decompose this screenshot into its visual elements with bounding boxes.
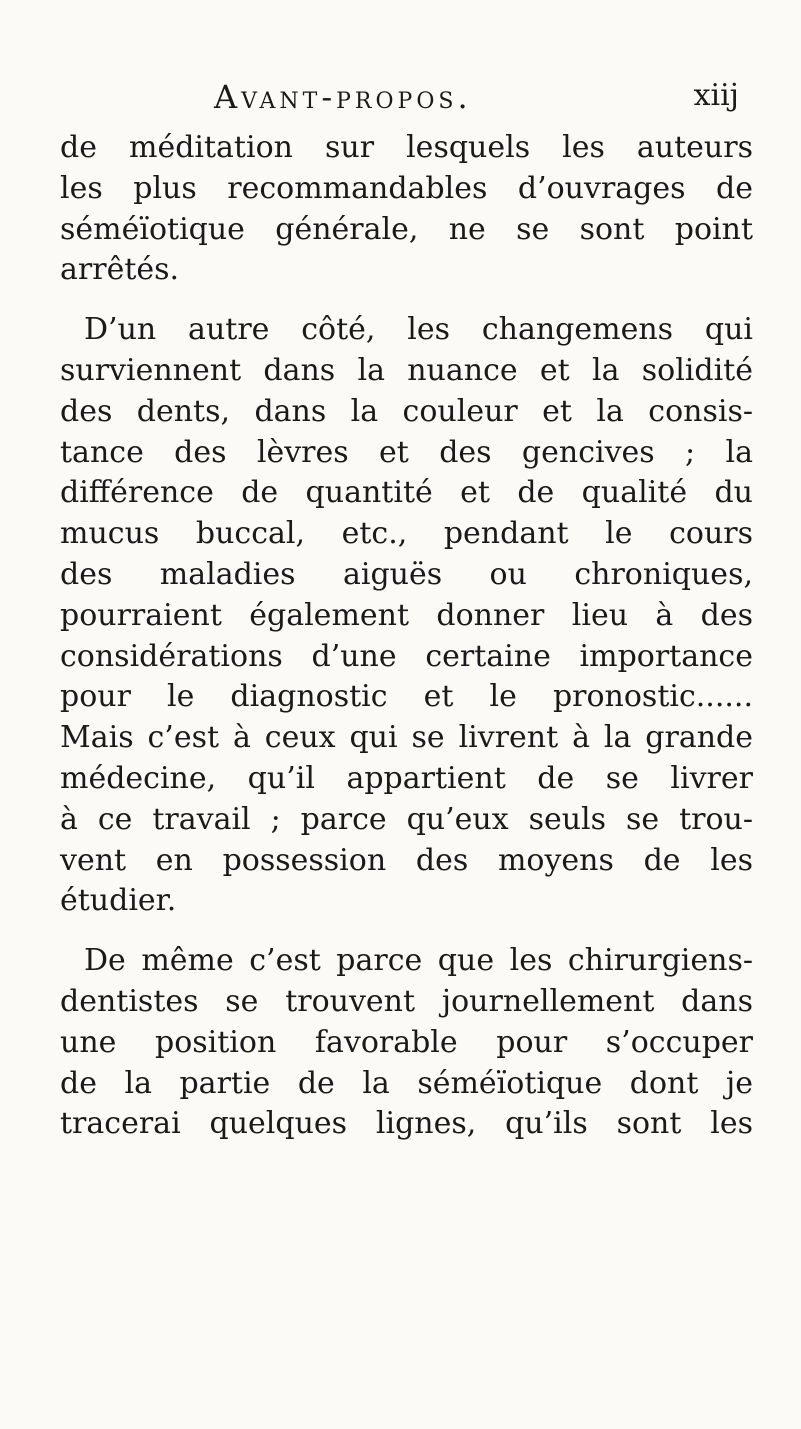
text-line: mucus buccal, etc., pendant le cours	[60, 516, 753, 552]
text-line: de la partie de la séméïotique dont je	[60, 1065, 753, 1101]
text-line: de méditation sur lesquels les auteurs	[60, 130, 753, 165]
text-line: Mais c’est à ceux qui se livrent à la grande	[60, 720, 753, 756]
text-line: arrêtés.	[60, 252, 180, 288]
text-line: De même c’est parce que les chirurgiens-	[84, 943, 753, 979]
text-line: étudier.	[60, 883, 177, 919]
text-line: tance des lèvres et des gencives ; la	[60, 434, 753, 470]
text-line: pourraient également donner lieu à des	[60, 597, 753, 633]
text-line: une position favorable pour s’occuper	[60, 1024, 753, 1060]
text-line: séméïotique générale, ne se sont point	[60, 211, 753, 247]
text-line: des dents, dans la couleur et la consis-	[60, 393, 753, 429]
text-line: vent en possession des moyens de les	[60, 842, 753, 878]
text-line: à ce travail ; parce qu’eux seuls se trou-	[60, 801, 753, 837]
running-head	[60, 70, 753, 128]
paragraph-1	[60, 128, 753, 291]
page-number: xiij	[693, 78, 739, 113]
text-line: pour le diagnostic et le pronostic......	[60, 679, 753, 715]
text-line: dentistes se trouvent journellement dans	[60, 983, 753, 1019]
text-line: des maladies aiguës ou chroniques,	[60, 556, 753, 592]
paragraph-2	[60, 310, 753, 922]
text-line: les plus recommandables d’ouvrages de	[60, 170, 753, 206]
text-line: surviennent dans la nuance et la solidité	[60, 352, 753, 388]
text-line: tracerai quelques lignes, qu’ils sont les	[60, 1106, 753, 1142]
text-line: D’un autre côté, les changemens qui	[84, 312, 753, 348]
paragraph-3	[60, 941, 753, 1145]
text-line: médecine, qu’il appartient de se livrer	[60, 760, 753, 796]
text-line: différence de quantité et de qualité du	[60, 475, 753, 511]
running-title: Avant-propos.	[214, 78, 472, 116]
text-line: considérations d’une certaine importance	[60, 638, 753, 674]
